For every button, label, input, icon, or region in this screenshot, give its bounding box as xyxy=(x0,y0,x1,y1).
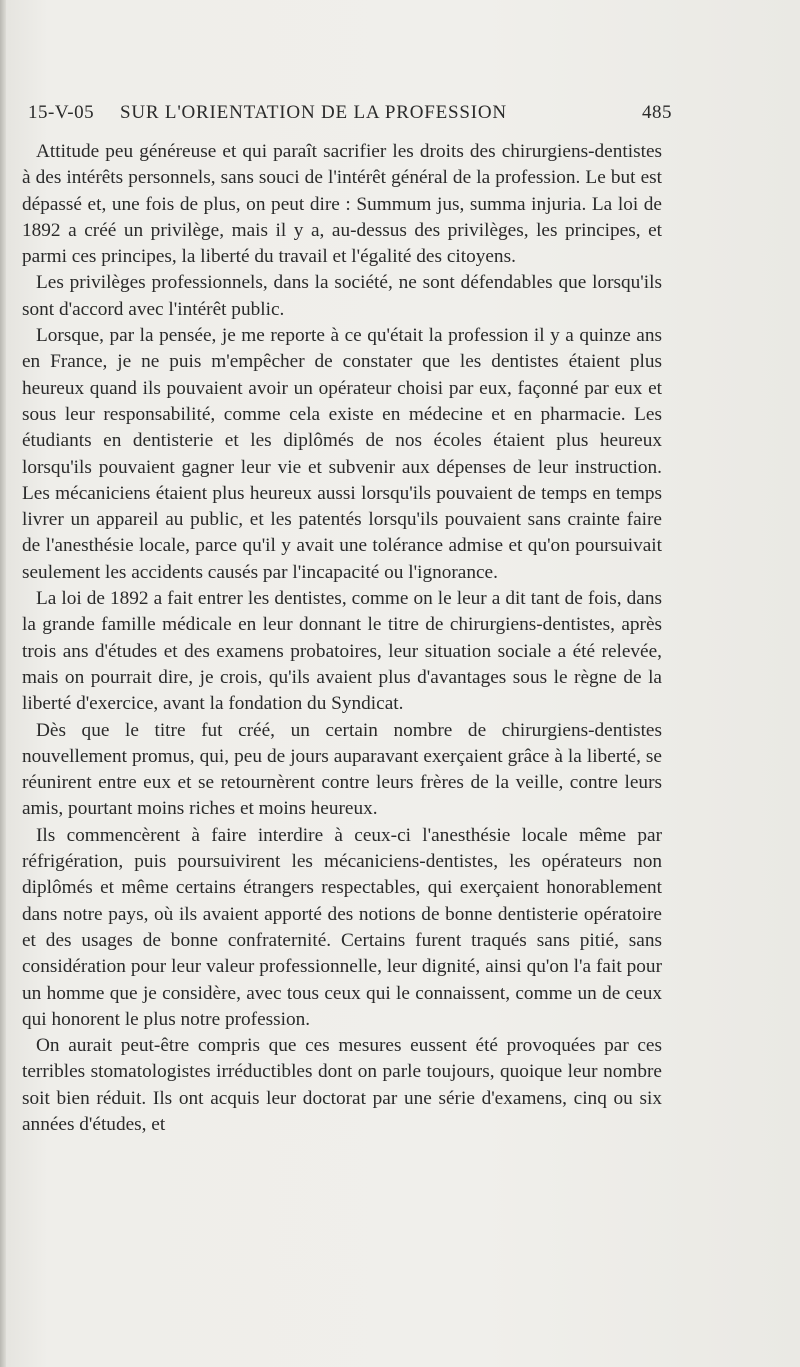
header-date: 15-V-05 xyxy=(28,102,95,123)
paragraph: La loi de 1892 a fait entrer les dentistes, comme on le leur a dit tant de fois, dans la grande famille médicale en leur donnant le titre de chirurgiens-dentistes, après trois ans d'études et des examens probatoires, leur situation sociale a été relevée, mais on pourrait dire, je crois, qu'ils avaient plus d'avantages sous le règne de la liberté d'exercice, avant la fondation du Syndicat. xyxy=(22,588,662,715)
page-number: 485 xyxy=(642,102,672,123)
paragraph: Les privilèges professionnels, dans la société, ne sont défendables que lorsqu'ils sont d'accord avec l'intérêt public. xyxy=(22,272,662,320)
paragraph: On aurait peut-être compris que ces mesures eussent été provoquées par ces terribles stomatologistes irréductibles dont on parle toujours, quoique leur nombre soit bien réduit. Ils ont acquis leur doctorat par une série d'examens, cinq ou six années d'études, et xyxy=(22,1035,662,1135)
paragraph: Attitude peu généreuse et qui paraît sacrifier les droits des chirurgiens-dentistes à des intérêts personnels, sans souci de l'intérêt général de la profession. Le but est dépassé et, une fois de plus, on peut dire : Summum jus, summa injuria. La loi de 1892 a créé un privilège, mais il y a, au-dessus des privilèges, les principes, et parmi ces principes, la liberté du travail et l'égalité des citoyens. xyxy=(22,141,662,268)
running-header xyxy=(28,102,672,132)
page-body xyxy=(22,139,662,1138)
paragraph: Dès que le titre fut créé, un certain nombre de chirurgiens-dentistes nouvellement promus, qui, peu de jours auparavant exerçaient grâce à la liberté, se réunirent entre eux et se retournèrent contre leurs frères de la veille, contre leurs amis, pourtant moins riches et moins heureux. xyxy=(22,719,662,820)
paragraph: Lorsque, par la pensée, je me reporte à ce qu'était la profession il y a quinze ans en France, je ne puis m'empêcher de constater que les dentistes étaient plus heureux quand ils pouvaient avoir un opérateur choisi par eux, façonné par eux et sous leur responsabilité, comme cela existe en médecine et en pharmacie. Les étudiants en dentisterie et les diplômés de nos écoles étaient plus heureux lorsqu'ils pouvaient gagner leur vie et subvenir aux dépenses de leur instruction. Les mécaniciens étaient plus heureux aussi lorsqu'ils pouvaient de temps en temps livrer un appareil au public, et les patentés lorsqu'ils pouvaient sans crainte faire de l'anesthésie locale, parce qu'il y avait une tolérance admise et qu'on poursuivait seulement les accidents causés par l'incapacité ou l'ignorance. xyxy=(22,325,662,583)
header-title: SUR L'ORIENTATION DE LA PROFESSION xyxy=(120,102,507,123)
paragraph: Ils commencèrent à faire interdire à ceux-ci l'anesthésie locale même par réfrigération, puis poursuivirent les mécaniciens-dentistes, les opérateurs non diplômés et même certains étrangers respectables, qui exerçaient honorablement dans notre pays, où ils avaient apporté des notions de bonne dentisterie opératoire et des usages de bonne confraternité. Certains furent traqués sans pitié, sans considération pour leur valeur professionnelle, leur dignité, ainsi qu'on l'a fait pour un homme que je considère, avec tous ceux qui le connaissent, comme un de ceux qui honorent le plus notre profession. xyxy=(22,824,662,1030)
page-spine-shadow xyxy=(0,0,6,1367)
